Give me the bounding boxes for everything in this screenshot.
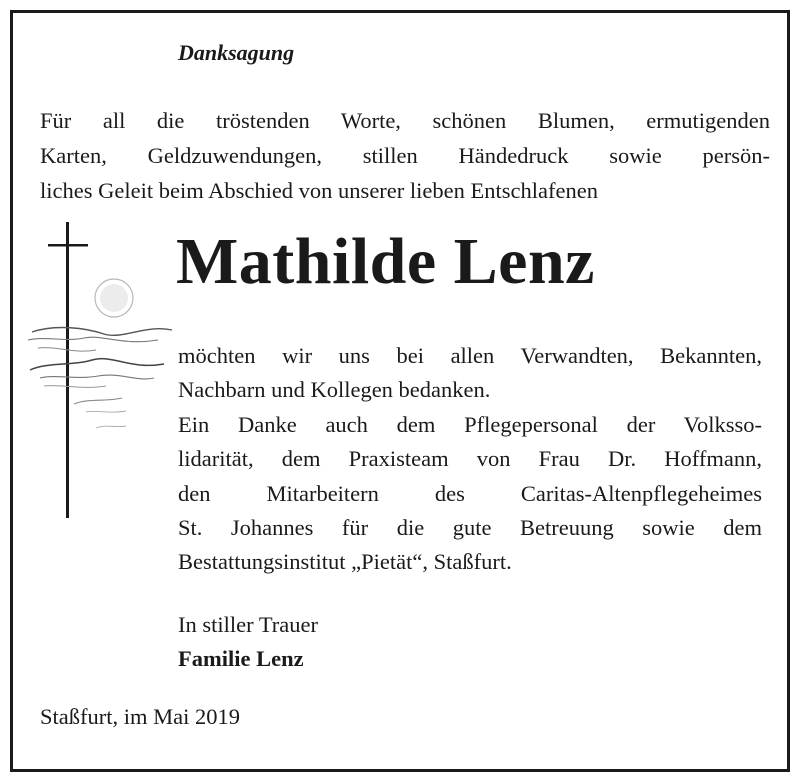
notice-heading: Danksagung — [178, 40, 295, 65]
thanks-line: den Mitarbeitern des Caritas-Altenpflegeheimes — [178, 480, 762, 506]
deceased-name: Mathilde Lenz — [176, 225, 595, 298]
intro-paragraph — [40, 103, 770, 208]
intro-line: Karten, Geldzuwendungen, stillen Händedruck sowie persön- — [40, 143, 770, 168]
family-signature: Familie Lenz — [178, 646, 304, 672]
closing-block — [178, 608, 318, 677]
thanks-line: möchten wir uns bei allen Verwandten, Bekannten, — [178, 343, 762, 368]
intro-line: Für all die tröstenden Worte, schönen Blumen, ermutigenden — [40, 108, 770, 133]
thanks-line: Ein Danke auch dem Pflegepersonal der Volksso- — [178, 411, 762, 437]
cross-with-setting-sun-icon — [26, 220, 176, 520]
thanks-line: Nachbarn und Kollegen bedanken. — [178, 377, 491, 403]
intro-line: liches Geleit beim Abschied von unserer lieben Entschlafenen — [40, 178, 598, 203]
thanks-line: lidarität, dem Praxisteam von Frau Dr. Hoffmann, — [178, 446, 762, 472]
thanks-paragraph — [178, 339, 762, 580]
thanks-line: St. Johannes für die gute Betreuung sowie dem — [178, 515, 762, 541]
thanks-line: Bestattungsinstitut „Pietät“, Staßfurt. — [178, 549, 512, 575]
place-date: Staßfurt, im Mai 2019 — [40, 704, 240, 729]
closing-line: In stiller Trauer — [178, 612, 318, 637]
